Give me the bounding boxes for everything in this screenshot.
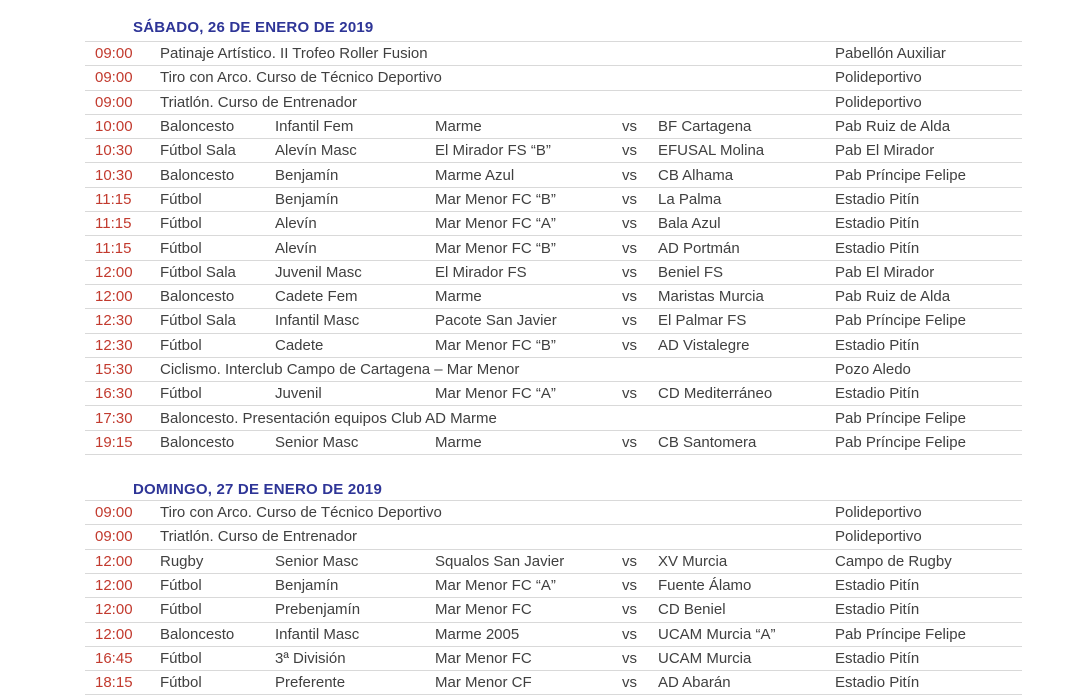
venue-cell: Estadio Pitín	[835, 674, 920, 692]
vs-label: vs	[622, 288, 637, 306]
home-team-cell: Mar Menor FC “A”	[435, 385, 556, 403]
away-team-cell: EFUSAL Molina	[658, 142, 765, 160]
time-cell: 11:15	[95, 239, 132, 257]
vs-label: vs	[622, 312, 637, 330]
vs-label: vs	[622, 118, 637, 136]
away-team-cell: BF Cartagena	[658, 118, 752, 136]
venue-cell: Pab Príncipe Felipe	[835, 312, 966, 330]
home-team-cell: Mar Menor FC “A”	[435, 215, 556, 233]
category-cell: 3ª División	[275, 649, 346, 667]
category-cell: Senior Masc	[275, 552, 359, 570]
category-cell: Infantil Fem	[275, 118, 354, 136]
sport-cell: Fútbol	[160, 649, 202, 667]
schedule-row	[85, 358, 1022, 382]
sport-cell: Fútbol Sala	[160, 312, 236, 330]
category-cell: Preferente	[275, 674, 346, 692]
category-cell: Infantil Masc	[275, 625, 360, 643]
sport-cell: Fútbol	[160, 674, 202, 692]
time-cell: 11:15	[95, 190, 132, 208]
schedule-row	[85, 309, 1022, 333]
home-team-cell: Mar Menor FC	[435, 649, 532, 667]
section-rows	[85, 500, 1022, 695]
time-cell: 16:30	[95, 385, 133, 403]
sport-cell: Fútbol Sala	[160, 263, 236, 281]
category-cell: Cadete	[275, 336, 324, 354]
away-team-cell: Bala Azul	[658, 215, 721, 233]
sport-cell: Baloncesto	[160, 166, 235, 184]
schedule-row	[85, 406, 1022, 430]
time-cell: 12:30	[95, 312, 133, 330]
venue-cell: Estadio Pitín	[835, 385, 920, 403]
venue-cell: Estadio Pitín	[835, 215, 920, 233]
schedule-row	[85, 525, 1022, 549]
time-cell: 12:00	[95, 288, 133, 306]
venue-cell: Pab Príncipe Felipe	[835, 409, 966, 427]
time-cell: 12:00	[95, 263, 133, 281]
sport-cell: Fútbol	[160, 336, 202, 354]
vs-label: vs	[622, 142, 637, 160]
sport-cell: Fútbol Sala	[160, 142, 236, 160]
schedule-row	[85, 574, 1022, 598]
venue-cell: Estadio Pitín	[835, 601, 920, 619]
schedule-row	[85, 42, 1022, 66]
venue-cell: Estadio Pitín	[835, 190, 920, 208]
schedule-row	[85, 66, 1022, 90]
venue-cell: Estadio Pitín	[835, 649, 920, 667]
category-cell: Benjamín	[275, 190, 339, 208]
schedule-row	[85, 285, 1022, 309]
sport-cell: Baloncesto	[160, 118, 235, 136]
schedule-row	[85, 163, 1022, 187]
home-team-cell: Marme 2005	[435, 625, 520, 643]
time-cell: 09:00	[95, 45, 133, 63]
sport-cell: Fútbol	[160, 577, 202, 595]
away-team-cell: CB Alhama	[658, 166, 734, 184]
event-description-cell: Ciclismo. Interclub Campo de Cartagena – Mar Menor	[160, 361, 520, 378]
vs-label: vs	[622, 601, 637, 619]
time-cell: 10:30	[95, 142, 133, 160]
away-team-cell: AD Vistalegre	[658, 336, 750, 354]
away-team-cell: Maristas Murcia	[658, 288, 764, 306]
away-team-cell: AD Portmán	[658, 239, 740, 257]
venue-cell: Estadio Pitín	[835, 336, 920, 354]
home-team-cell: Squalos San Javier	[435, 552, 565, 570]
section-rows	[85, 41, 1022, 455]
schedule-row	[85, 236, 1022, 260]
sport-cell: Rugby	[160, 552, 204, 570]
home-team-cell: Pacote San Javier	[435, 312, 557, 330]
category-cell: Juvenil	[275, 385, 322, 403]
sport-cell: Fútbol	[160, 190, 202, 208]
time-cell: 10:30	[95, 166, 133, 184]
schedule-row	[85, 623, 1022, 647]
home-team-cell: Mar Menor FC “B”	[435, 239, 556, 257]
home-team-cell: El Mirador FS	[435, 263, 527, 281]
home-team-cell: Marme	[435, 433, 482, 451]
vs-label: vs	[622, 577, 637, 595]
schedule-row	[85, 501, 1022, 525]
home-team-cell: Mar Menor FC “B”	[435, 336, 556, 354]
event-description-cell: Triatlón. Curso de Entrenador	[160, 93, 358, 111]
time-cell: 12:00	[95, 552, 133, 570]
home-team-cell: Mar Menor FC “A”	[435, 577, 556, 595]
venue-cell: Estadio Pitín	[835, 239, 920, 257]
category-cell: Prebenjamín	[275, 601, 361, 619]
category-cell: Alevín Masc	[275, 142, 357, 160]
vs-label: vs	[622, 625, 637, 643]
sport-cell: Fútbol	[160, 385, 202, 403]
schedule-row	[85, 431, 1022, 455]
sport-cell: Baloncesto	[160, 288, 235, 306]
sport-cell: Baloncesto	[160, 625, 235, 643]
home-team-cell: Marme Azul	[435, 166, 515, 184]
venue-cell: Pabellón Auxiliar	[835, 45, 946, 63]
time-cell: 09:00	[95, 93, 133, 111]
time-cell: 12:00	[95, 577, 133, 595]
venue-cell: Pab Príncipe Felipe	[835, 166, 966, 184]
vs-label: vs	[622, 336, 637, 354]
category-cell: Benjamín	[275, 166, 339, 184]
time-cell: 12:00	[95, 601, 133, 619]
home-team-cell: Mar Menor FC “B”	[435, 190, 556, 208]
event-description-cell: Triatlón. Curso de Entrenador	[160, 528, 358, 546]
away-team-cell: Fuente Álamo	[658, 577, 752, 595]
event-description-cell: Tiro con Arco. Curso de Técnico Deportivo	[160, 69, 442, 87]
time-cell: 16:45	[95, 649, 133, 667]
time-cell: 09:00	[95, 504, 133, 522]
time-cell: 12:00	[95, 625, 133, 643]
category-cell: Alevín	[275, 215, 317, 233]
time-cell: 11:15	[95, 215, 132, 233]
away-team-cell: CD Beniel	[658, 601, 726, 619]
sport-cell: Fútbol	[160, 239, 202, 257]
schedule-row	[85, 115, 1022, 139]
venue-cell: Polideportivo	[835, 69, 922, 87]
venue-cell: Pab El Mirador	[835, 142, 935, 160]
category-cell: Senior Masc	[275, 433, 359, 451]
home-team-cell: Marme	[435, 288, 482, 306]
home-team-cell: Mar Menor CF	[435, 674, 532, 692]
schedule-row	[85, 139, 1022, 163]
away-team-cell: AD Abarán	[658, 674, 731, 692]
schedule-row	[85, 91, 1022, 115]
category-cell: Juvenil Masc	[275, 263, 362, 281]
schedule-row	[85, 647, 1022, 671]
away-team-cell: CD Mediterráneo	[658, 385, 773, 403]
time-cell: 17:30	[95, 409, 133, 427]
time-cell: 09:00	[95, 528, 133, 546]
sport-cell: Baloncesto	[160, 433, 235, 451]
category-cell: Cadete Fem	[275, 288, 358, 306]
venue-cell: Polideportivo	[835, 93, 922, 111]
event-description-cell: Tiro con Arco. Curso de Técnico Deportivo	[160, 504, 442, 522]
vs-label: vs	[622, 649, 637, 667]
venue-cell: Polideportivo	[835, 504, 922, 522]
time-cell: 18:15	[95, 674, 133, 692]
schedule-row	[85, 334, 1022, 358]
home-team-cell: Marme	[435, 118, 482, 136]
section-title: SÁBADO, 26 DE ENERO DE 2019	[133, 19, 374, 36]
sport-cell: Fútbol	[160, 215, 202, 233]
vs-label: vs	[622, 674, 637, 692]
time-cell: 12:30	[95, 336, 133, 354]
away-team-cell: La Palma	[658, 190, 722, 208]
vs-label: vs	[622, 552, 637, 570]
vs-label: vs	[622, 239, 637, 257]
schedule-row	[85, 212, 1022, 236]
vs-label: vs	[622, 190, 637, 208]
vs-label: vs	[622, 263, 637, 281]
venue-cell: Pab Príncipe Felipe	[835, 625, 966, 643]
category-cell: Infantil Masc	[275, 312, 360, 330]
venue-cell: Polideportivo	[835, 528, 922, 546]
schedule-row	[85, 261, 1022, 285]
sport-cell: Fútbol	[160, 601, 202, 619]
away-team-cell: El Palmar FS	[658, 312, 747, 330]
home-team-cell: El Mirador FS “B”	[435, 142, 551, 160]
time-cell: 10:00	[95, 118, 133, 136]
venue-cell: Pozo Aledo	[835, 361, 911, 378]
time-cell: 15:30	[95, 361, 133, 378]
event-description-cell: Patinaje Artístico. II Trofeo Roller Fusion	[160, 45, 428, 63]
event-description-cell: Baloncesto. Presentación equipos Club AD Marme	[160, 409, 497, 427]
schedule-row	[85, 598, 1022, 622]
venue-cell: Pab Ruiz de Alda	[835, 288, 951, 306]
venue-cell: Estadio Pitín	[835, 577, 920, 595]
schedule-table	[85, 15, 1022, 695]
vs-label: vs	[622, 433, 637, 451]
away-team-cell: UCAM Murcia	[658, 649, 752, 667]
away-team-cell: XV Murcia	[658, 552, 728, 570]
away-team-cell: UCAM Murcia “A”	[658, 625, 776, 643]
away-team-cell: CB Santomera	[658, 433, 757, 451]
section-title: DOMINGO, 27 DE ENERO DE 2019	[133, 481, 383, 499]
section-sunday	[85, 480, 1022, 695]
venue-cell: Pab Príncipe Felipe	[835, 433, 966, 451]
schedule-row	[85, 382, 1022, 406]
home-team-cell: Mar Menor FC	[435, 601, 532, 619]
vs-label: vs	[622, 166, 637, 184]
section-saturday	[85, 15, 1022, 455]
time-cell: 19:15	[95, 433, 133, 451]
venue-cell: Campo de Rugby	[835, 552, 952, 570]
schedule-row	[85, 188, 1022, 212]
vs-label: vs	[622, 385, 637, 403]
time-cell: 09:00	[95, 69, 133, 87]
category-cell: Benjamín	[275, 577, 339, 595]
schedule-row	[85, 671, 1022, 695]
venue-cell: Pab Ruiz de Alda	[835, 118, 951, 136]
venue-cell: Pab El Mirador	[835, 263, 935, 281]
away-team-cell: Beniel FS	[658, 263, 724, 281]
schedule-row	[85, 550, 1022, 574]
category-cell: Alevín	[275, 239, 317, 257]
vs-label: vs	[622, 215, 637, 233]
